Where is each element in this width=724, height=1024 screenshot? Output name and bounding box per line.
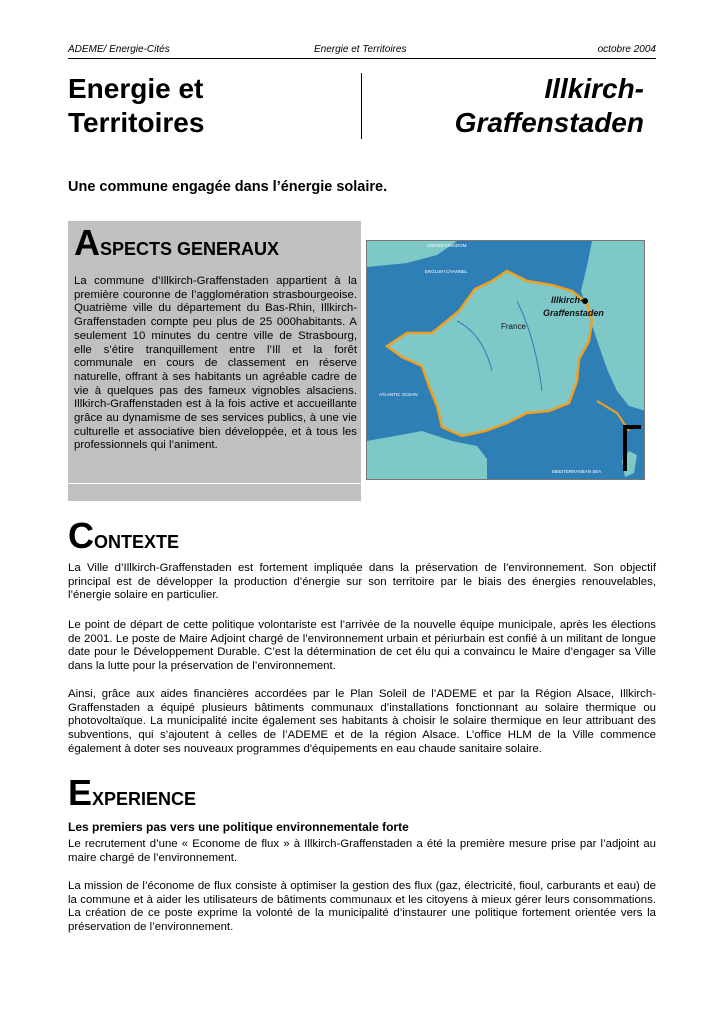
city-title xyxy=(455,72,644,140)
title-left-line2: Territoires xyxy=(68,107,205,138)
header-right: octobre 2004 xyxy=(597,44,656,55)
header-center: Energie et Territoires xyxy=(314,44,407,55)
title-left-line1: Energie et xyxy=(68,73,204,104)
map-label-france: France xyxy=(501,322,526,331)
experience-heading xyxy=(68,772,197,813)
experience-paragraph-2: La mission de l’économe de flux consiste à optimiser la gestion des flux (gaz, électricité, fioul, carburants et eau) de la commune et à aider les utilisateurs de bâtiments communaux et les citoyens à mieux gérer leurs consommations. La création de ce poste exprime la volonté de la municipalité d’instaurer une politique fortement orientée vers la préservation de l’environnement. xyxy=(68,880,656,934)
contexte-heading-rest: ONTEXTE xyxy=(94,532,180,552)
france-map xyxy=(366,240,645,480)
aspects-heading-cap: A xyxy=(74,222,100,263)
title-divider xyxy=(361,73,362,139)
map-label-city-2: Graffenstaden xyxy=(543,308,604,318)
aspects-generaux-box xyxy=(68,221,361,501)
header-left: ADEME/ Energie-Cités xyxy=(68,44,170,55)
contexte-paragraph-3: Ainsi, grâce aux aides financières accordées par le Plan Soleil de l’ADEME et par la Région Alsace, Illkirch-Graffenstaden a équipé plusieurs bâtiments communaux d’installations fonctionnant au solaire thermique ou photovoltaïque. La municipalité incite également ses habitants à choisir le solaire thermique en leur attribuant des subventions, qui s’ajoutent à celles de l’ADEME et de la région Alsace. L’office HLM de la Ville commence également à doter ses nouveaux programmes d'équipements en eau chaude sanitaire solaire. xyxy=(68,688,656,755)
aspects-text: La commune d’Illkirch-Graffenstaden appartient à la première couronne de l’agglomération strasbourgeoise. Quatrième ville du département du Bas-Rhin, Illkirch-Graffenstaden compte peu plus de 25 000habitants. A seulement 10 minutes du centre ville de Strasbourg, elle s’étire tranquillement entre l’Ill et la forêt communale en cours de classement en réserve naturelle, offrant à ses habitants un agréable cadre de vie à quelques pas des fameux vignobles alsaciens. Illkirch-Graffenstaden est à la fois active et accueillante grâce au dynamisme de ses services publics, à une vie culturelle et associative bien développée, et à tous les professionnels qui l’animent. xyxy=(74,275,357,452)
aspects-heading-rest: SPECTS GENERAUX xyxy=(100,239,280,259)
map-label-city-1: Illkirch- xyxy=(551,295,584,305)
map-label-med: MEDITERRANEAN SEA xyxy=(552,469,602,474)
map-label-uk: UNITED KINGDOM xyxy=(427,243,467,248)
experience-heading-rest: XPERIENCE xyxy=(92,789,197,809)
document-title xyxy=(68,72,204,140)
contexte-heading-cap: C xyxy=(68,515,94,556)
experience-paragraph-1: Le recrutement d’une « Econome de flux » à Illkirch-Graffenstaden a été la première mesure prise par l’adjoint au maire chargé de l’environnement. xyxy=(68,838,656,864)
subtitle: Une commune engagée dans l’énergie solaire. xyxy=(68,179,388,195)
running-header xyxy=(68,44,656,59)
map-graphic xyxy=(367,241,645,480)
experience-subheading: Les premiers pas vers une politique environnementale forte xyxy=(68,820,409,834)
contexte-paragraph-2: Le point de départ de cette politique volontariste est l’arrivée de la nouvelle équipe municipale, après les élections de 2001. Le poste de Maire Adjoint chargé de l’environnement urbain et périurbain est confié à un militant de longue date pour le Développement Durable. C’est la détermination de cet élu qui a convaincu le Maire d’engager sa Ville dans la lutte pour la préservation de l’environnement. xyxy=(68,619,656,673)
experience-heading-cap: E xyxy=(68,772,93,813)
contexte-heading xyxy=(68,515,180,556)
map-label-atlantic: ATLANTIC OCEAN xyxy=(379,392,418,397)
aspects-heading xyxy=(74,222,280,263)
title-right-line2: Graffenstaden xyxy=(454,107,644,138)
box-rule xyxy=(68,483,361,484)
contexte-paragraph-1: La Ville d’Illkirch-Graffenstaden est fortement impliquée dans la préservation de l’environnement. Son objectif principal est de développer la production d’énergie sur son territoire par le biais des énergies renouvelables, l’énergie solaire en particulier. xyxy=(68,562,656,602)
map-label-channel: ENGLISH CHANNEL xyxy=(425,269,468,274)
title-right-line1: Illkirch- xyxy=(544,73,644,104)
